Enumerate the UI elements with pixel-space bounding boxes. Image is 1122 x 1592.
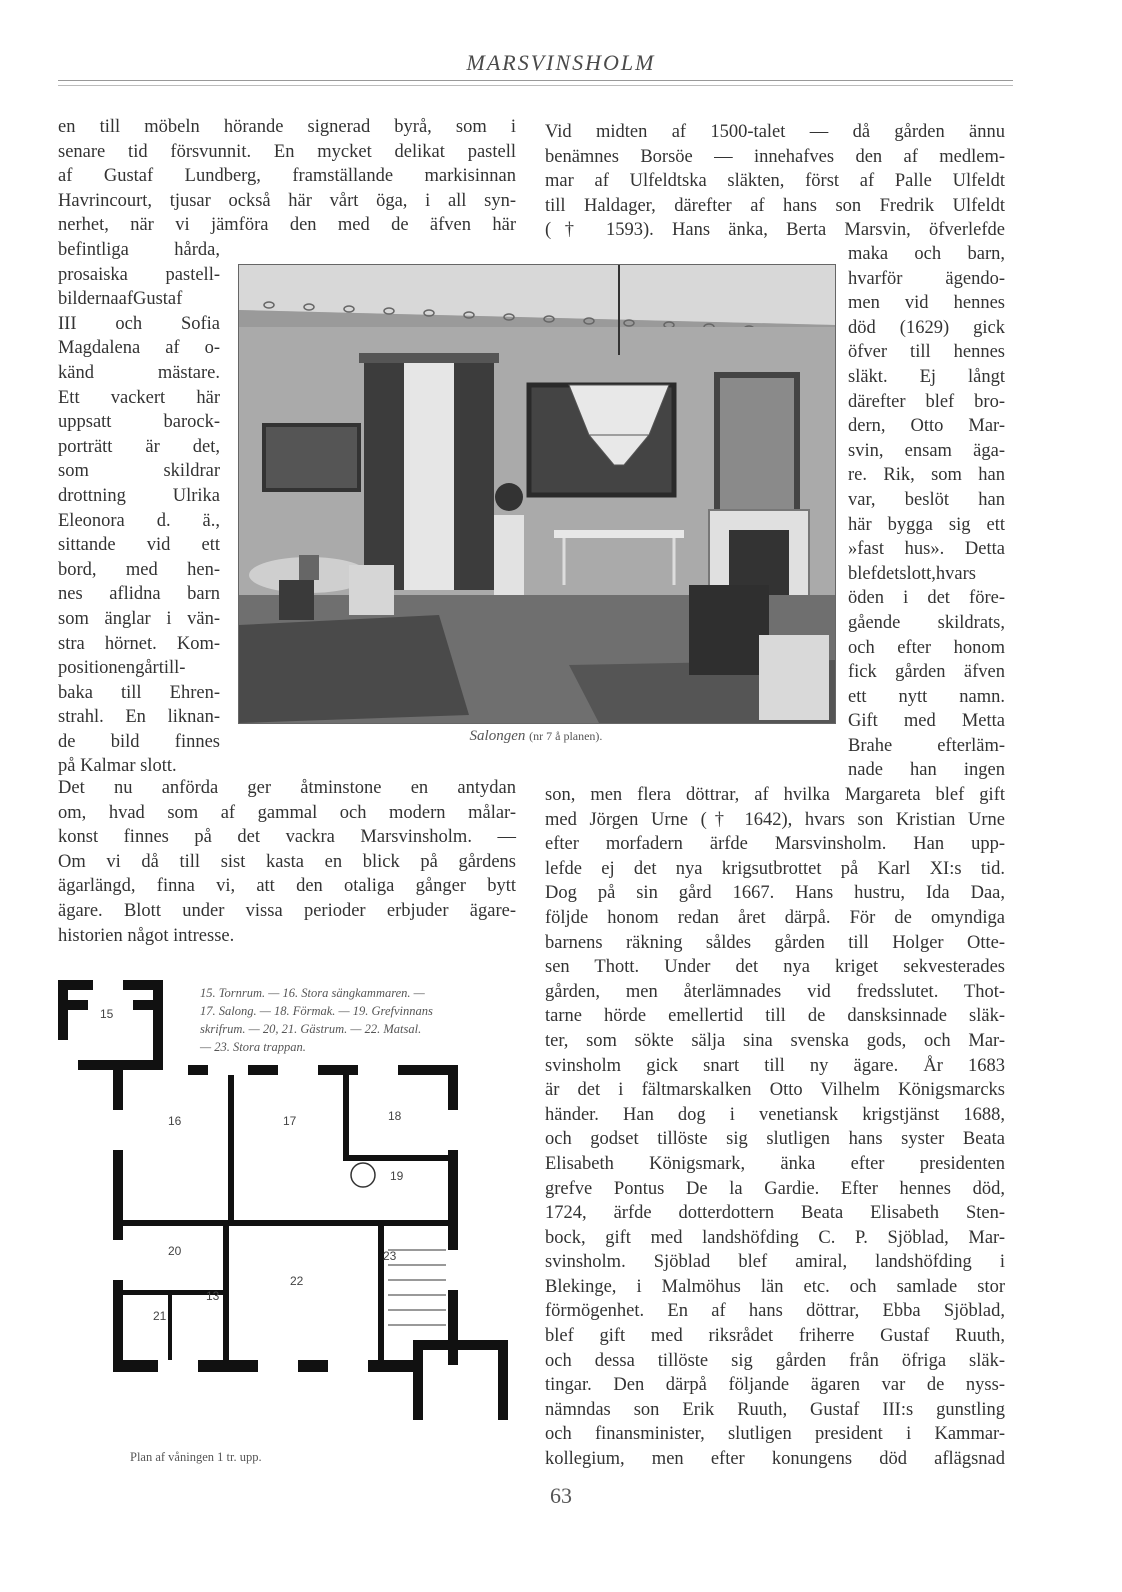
text-line: känd mästare. (58, 362, 220, 383)
text-line: ter, som sökte sälja sina svenska gods, och Mar- (545, 1030, 1005, 1051)
room-label-21: 21 (153, 1309, 167, 1323)
floor-plan-caption: Plan af våningen 1 tr. upp. (130, 1450, 262, 1464)
text-line: och dessa tillöste sig gården från öfriga släk- (545, 1350, 1005, 1371)
text-line: blef gift med riksrådet friherre Gustaf Ruuth, (545, 1326, 1005, 1347)
text-line: 1724, ärfde dotterdottern Beata Elisabeth Sten- (545, 1203, 1005, 1224)
text-line: och efter honom (848, 637, 1005, 658)
text-line: sen Thott. Under det nya kriget sekvesterades (545, 957, 1005, 978)
room-label-17: 17 (283, 1114, 297, 1128)
photo-caption (238, 728, 834, 745)
text-line: dern, Otto Mar- (848, 416, 1005, 437)
salon-photo-illustration (239, 265, 835, 723)
text-line: är det i fältmarskalken Otto Vilhelm Königsmarcks (545, 1080, 1005, 1101)
text-line: senare tid försvunnit. En mycket delikat pastell (58, 141, 516, 162)
text-line: nämndas son Erik Ruuth, Gustaf III:s gunstling (545, 1399, 1005, 1420)
text-line: Vid midten af 1500-talet — då gården ännu (545, 122, 1005, 142)
text-line: historien något intresse. (58, 925, 235, 946)
text-line: positionengårtill- (58, 658, 186, 679)
text-line: nerhet, när vi jämföra den med de äfven här (58, 215, 516, 236)
room-label-15: 15 (100, 1007, 114, 1021)
text-line: bord, med hen- (58, 559, 220, 580)
header-rule (58, 80, 1013, 81)
photo-caption-note: (nr 7 å planen). (529, 729, 603, 743)
text-line: Magdalena af o- (58, 338, 220, 359)
text-line: »fast hus». Detta (848, 539, 1005, 560)
text-line: benämnes Borsöe — innehafves den af medlem- (545, 146, 1005, 167)
text-line: Eleonora d. ä., (58, 510, 220, 531)
text-line: nade han ingen (848, 760, 1005, 781)
text-line: nes aflidna barn (58, 584, 220, 605)
text-line: re. Rik, som han (848, 465, 1005, 486)
text-line: sittande vid ett (58, 535, 220, 556)
text-line: stra hörnet. Kom- (58, 633, 220, 654)
text-line: bock, gift med landshöfding C. P. Sjöblad, Mar- (545, 1227, 1005, 1248)
legend-line: 15. Tornrum. — 16. Stora sängkammaren. — (200, 986, 425, 1000)
legend-line: 17. Salong. — 18. Förmak. — 19. Grefvinnans (200, 1004, 433, 1018)
room-label-23: 23 (383, 1249, 397, 1263)
text-line: gården, men återlämnades vid fredsslutet. Thot- (545, 981, 1005, 1002)
text-line: förmögenhet. En af hans döttrar, Ebba Sjöblad, (545, 1301, 1005, 1322)
text-line: och godset tillöste sig slutligen hans syster Beata (545, 1129, 1005, 1150)
text-line: baka till Ehren- (58, 682, 220, 703)
text-line: ett nytt namn. (848, 686, 1005, 707)
room-label-22: 22 (290, 1274, 304, 1288)
text-line: Havrincourt, tjusar också här vårt öga, i all syn- (58, 190, 516, 211)
salon-photograph (238, 264, 836, 724)
text-line: uppsatt barock- (58, 412, 220, 433)
running-header: MARSVINSHOLM (466, 50, 656, 75)
text-line: fick gården äfven (848, 662, 1005, 683)
text-line: drottning Ulrika (58, 485, 220, 506)
text-line: svin, ensam äga- (848, 440, 1005, 461)
text-line: svinsholm. Sjöblad blef amiral, landshöfding i (545, 1252, 1005, 1273)
text-line: de bild finnes (58, 731, 220, 752)
text-line: öden i det före- (848, 588, 1005, 609)
text-line: och finansminister, slutligen president i Kammar- (545, 1424, 1005, 1445)
header-rule-thin (58, 85, 1013, 86)
text-line: barnens räkning såldes gården till Holger Otte- (545, 932, 1005, 953)
text-line: af Gustaf Lundberg, framställande markisinnan (58, 166, 516, 187)
text-line: kollegium, men efter konungens död aflägsnad (545, 1449, 1005, 1470)
text-line: var, beslöt han (848, 489, 1005, 510)
text-line: Elisabeth Königsmark, änka efter presidenten (545, 1153, 1005, 1174)
left-column-top (58, 115, 516, 238)
text-line: därefter blef bro- (848, 391, 1005, 412)
text-line: efter morfadern ärfde Marsvinsholm. Han upp- (545, 834, 1005, 855)
legend-line: — 23. Stora trappan. (200, 1040, 306, 1054)
text-line: Brahe efterläm- (848, 735, 1005, 756)
text-line: gående skildrats, (848, 612, 1005, 633)
floor-plan-legend (200, 984, 530, 1056)
page-number: 63 (550, 1483, 572, 1508)
room-label-18: 18 (388, 1109, 402, 1123)
text-line: maka och barn, (848, 244, 1005, 264)
room-label-13: 13 (206, 1289, 220, 1303)
text-line: till Haldager, därefter af hans son Fredrik Ulfeldt (545, 195, 1005, 216)
text-line: med Jörgen Urne († 1642), hvars son Kristian Urne (545, 809, 1005, 830)
room-label-20: 20 (168, 1244, 182, 1258)
text-line: Blekinge, i Malmöhus län etc. och samlade stor (545, 1276, 1005, 1297)
text-line: porträtt är det, (58, 436, 220, 457)
text-line: hvarför ägendo- (848, 268, 1005, 289)
text-line: död (1629) gick (848, 317, 1005, 338)
text-line: öfver till hennes (848, 342, 1005, 363)
text-line: som skildrar (58, 461, 220, 482)
text-line: släkt. Ej långt (848, 366, 1005, 387)
text-line: konst finnes på det vackra Marsvinsholm. — (58, 827, 516, 848)
right-column-narrow (848, 242, 1005, 783)
text-line: händer. Han dog i venetiansk krigstjänst 1688, (545, 1104, 1005, 1125)
text-line: bildernaafGustaf (58, 289, 183, 310)
text-line: ägarlängd, finna vi, att den otaliga gånger bytt (58, 876, 516, 897)
text-line: tingar. Den därpå följande ägaren var de nyss- (545, 1375, 1005, 1396)
text-line: Om vi då till sist kasta en blick på gårdens (58, 851, 516, 872)
text-line: ägare. Blott under vissa perioder erbjuder ägare- (58, 900, 516, 921)
text-line: III och Sofia (58, 313, 220, 334)
text-line: Dog på sin gård 1667. Hans hustru, Ida Daa, (545, 883, 1005, 904)
room-label-16: 16 (168, 1114, 182, 1128)
text-line: blefdetslott,hvars (848, 563, 976, 584)
text-line: grefve Pontus De la Gardie. Efter hennes död, (545, 1178, 1005, 1199)
text-line: svinsholm gick snart till ny ägare. År 1683 (545, 1055, 1005, 1076)
text-line: Det nu anförda ger åtminstone en antydan (58, 778, 516, 798)
left-column-narrow (58, 238, 220, 779)
text-line: men vid hennes (848, 293, 1005, 314)
text-line: Ett vackert här (58, 387, 220, 408)
text-line: Gift med Metta (848, 711, 1005, 732)
text-line: tarne hörde emellertid till de dansksinnade släk- (545, 1006, 1005, 1027)
text-line: strahl. En liknan- (58, 707, 220, 728)
text-line: prosaiska pastell- (58, 264, 220, 285)
left-column-bottom (58, 776, 516, 948)
photo-caption-title: Salongen (469, 728, 526, 744)
text-line: mar af Ulfeldtska släkten, först af Palle Ulfeldt (545, 171, 1005, 192)
text-line: († 1593). Hans änka, Berta Marsvin, öfverlefde (545, 220, 1005, 241)
text-line: som änglar i vän- (58, 608, 220, 629)
text-line: befintliga hårda, (58, 240, 220, 260)
text-line: lefde ej det nya krigsutbrottet på Karl XI:s tid. (545, 858, 1005, 879)
room-label-19: 19 (390, 1169, 404, 1183)
right-column-top (545, 120, 1005, 243)
text-line: på Kalmar slott. (58, 756, 177, 777)
text-line: här bygga sig ett (848, 514, 1005, 535)
legend-line: skrifrum. — 20, 21. Gästrum. — 22. Matsal. (200, 1022, 422, 1036)
text-line: följde honom redan året därpå. För de omyndiga (545, 907, 1005, 928)
text-line: en till möbeln hörande signerad byrå, som i (58, 117, 516, 137)
text-line: son, men flera döttrar, af hvilka Margareta blef gift (545, 785, 1005, 805)
right-column-bottom (545, 783, 1005, 1472)
text-line: om, hvad som af gammal och modern målar- (58, 802, 516, 823)
